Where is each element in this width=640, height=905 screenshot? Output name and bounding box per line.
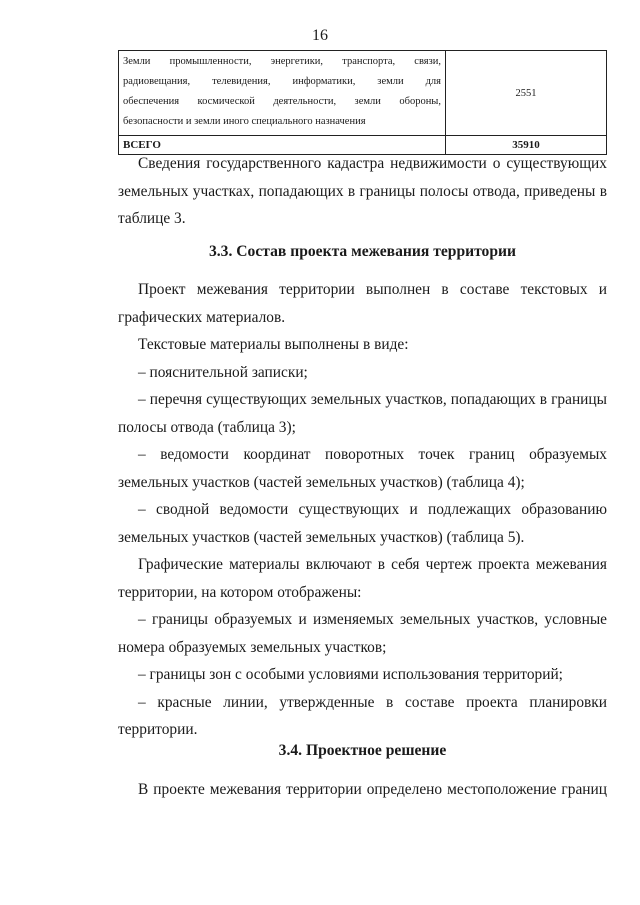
text-line: территории, на котором отображены: — [118, 583, 362, 601]
intro-paragraph — [118, 150, 607, 233]
text-line: Сведения государственного кадастра недвижимости о существующих — [138, 155, 607, 172]
list-item: земельных участков (частей земельных участков) (таблица 5). — [118, 528, 525, 546]
text-line: В проекте межевания территории определено местоположение границ — [138, 781, 607, 798]
text-line: Проект межевания территории выполнен в составе текстовых и — [138, 281, 607, 298]
list-item: – перечня существующих земельных участков, попадающих в границы — [138, 391, 607, 408]
list-item: – сводной ведомости существующих и подлежащих образованию — [138, 501, 607, 518]
list-item: – границы зон с особыми условиями использования территорий; — [138, 666, 563, 683]
category-line: обеспечения космической деятельности, земли обороны, — [123, 96, 441, 107]
list-item: – красные линии, утвержденные в составе проекта планировки — [138, 693, 607, 711]
list-item: земельных участков (частей земельных участков) (таблица 4); — [118, 473, 525, 491]
category-line: безопасности и земли иного специального назначения — [123, 116, 366, 127]
category-line: радиовещания, телевидения, информатики, земли для — [123, 76, 441, 87]
category-cell — [119, 51, 446, 136]
list-item: номера образуемых земельных участков; — [118, 638, 387, 656]
list-item: – пояснительной записки; — [138, 363, 308, 381]
text-line: Текстовые материалы выполнены в виде: — [138, 336, 409, 353]
list-item: полосы отвода (таблица 3); — [118, 418, 296, 436]
decision-paragraph — [118, 776, 607, 804]
list-item: – ведомости координат поворотных точек границ образуемых — [138, 446, 607, 463]
section-heading-3-3: 3.3. Состав проекта межевания территории — [208, 243, 517, 260]
text-line: Графические материалы включают в себя чертеж проекта межевания — [138, 556, 607, 573]
total-label: ВСЕГО — [119, 136, 446, 155]
list-item: территории. — [118, 721, 198, 738]
total-value: 35910 — [446, 136, 607, 155]
composition-paragraph — [118, 276, 607, 744]
section-heading-3-4: 3.4. Проектное решение — [278, 742, 447, 759]
area-value-cell: 2551 — [446, 51, 607, 136]
page-number: 16 — [312, 27, 328, 44]
table-row — [119, 51, 607, 136]
category-line: Земли промышленности, энергетики, транспорта, связи, — [123, 56, 441, 67]
text-line: графических материалов. — [118, 308, 286, 326]
land-category-table — [118, 50, 607, 155]
text-line: таблице 3. — [118, 210, 186, 227]
list-item: – границы образуемых и изменяемых земельных участков, условные — [138, 611, 607, 628]
text-line: земельных участках, попадающих в границы полосы отвода, приведены в — [118, 182, 607, 200]
